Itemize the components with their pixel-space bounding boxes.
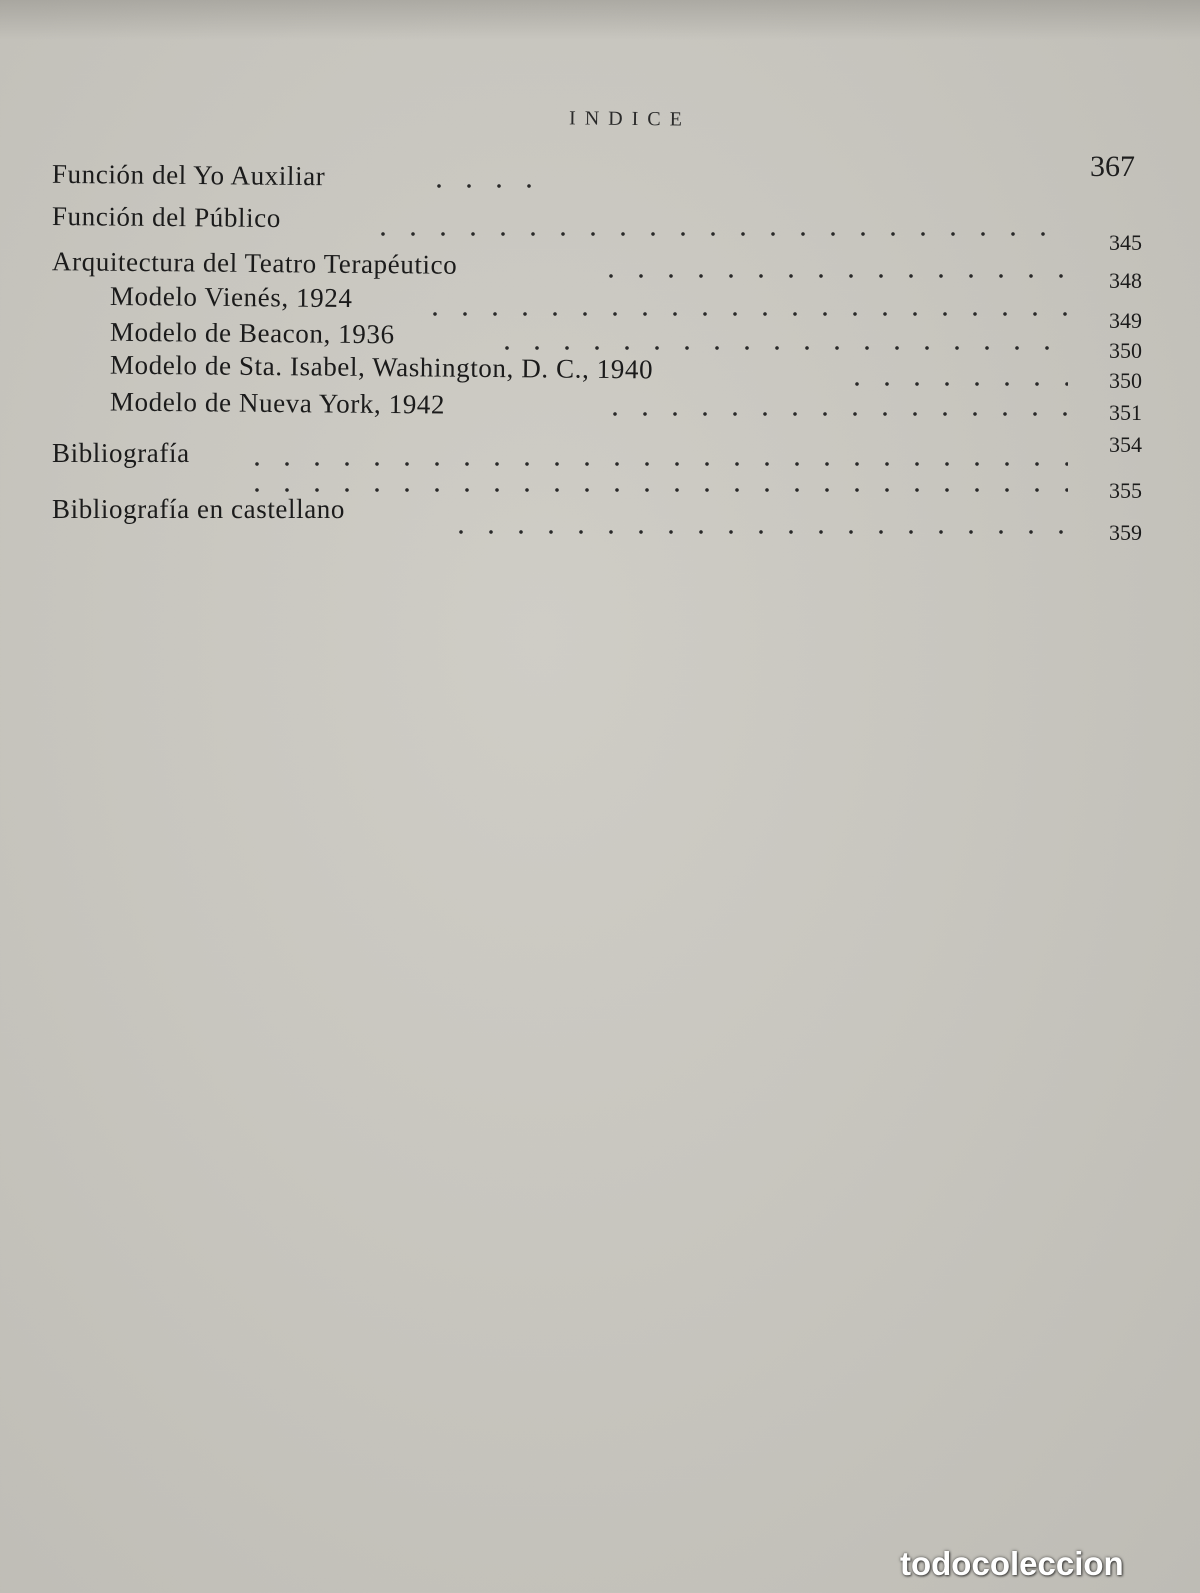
toc-entry-page: 354 xyxy=(1109,432,1142,457)
toc-entry-modelo-beacon xyxy=(52,316,1142,363)
toc-entry-label: Bibliografía xyxy=(52,438,190,468)
watermark-logo: todocoleccion xyxy=(900,1545,1124,1582)
dot-leader xyxy=(596,274,1068,278)
page-edge-shadow xyxy=(0,0,1200,40)
toc-entry-label: Arquitectura del Teatro Terapéutico xyxy=(51,246,458,280)
toc-entry-modelo-nueva-york xyxy=(52,386,1142,425)
dot-leader xyxy=(420,312,1068,316)
toc-entry-funcion-publico xyxy=(51,201,1142,255)
dot-leader xyxy=(242,462,1068,466)
toc-entry-page: 355 xyxy=(1109,478,1142,503)
dot-leader xyxy=(446,530,1068,534)
running-title: INDICE xyxy=(569,107,691,131)
toc-entry-label: Modelo de Nueva York, 1942 xyxy=(109,386,446,420)
dot-leader xyxy=(424,184,544,188)
toc-entry-label: Función del Público xyxy=(51,201,282,233)
toc-entry-funcion-yo-auxiliar xyxy=(52,160,1142,194)
dot-leader xyxy=(600,412,1068,416)
toc-entry-page: 348 xyxy=(1109,268,1142,293)
dot-leader xyxy=(242,488,1068,492)
dot-leader xyxy=(492,346,1068,350)
toc-entry-page: 350 xyxy=(1109,368,1142,393)
toc-entry-arquitectura xyxy=(51,246,1142,293)
toc-entry-page: 350 xyxy=(1109,338,1142,363)
toc-entry-label: Función del Yo Auxiliar xyxy=(51,158,326,192)
toc-entry-label: Modelo Vienés, 1924 xyxy=(109,280,353,314)
toc-entry-bibliografia-castellano xyxy=(52,494,1142,545)
toc-entry-page: 351 xyxy=(1109,400,1142,425)
toc-entry-bibliografia xyxy=(52,432,1142,472)
toc-entry-page: 349 xyxy=(1109,308,1142,333)
toc-entry-page: 359 xyxy=(1109,520,1142,545)
toc-entry-label: Modelo de Sta. Isabel, Washington, D. C., 1940 xyxy=(109,349,654,385)
toc-entry-page: 345 xyxy=(1109,230,1142,255)
toc-entry-label: Bibliografía en castellano xyxy=(52,494,345,524)
toc-entry-modelo-sta-isabel xyxy=(52,349,1142,393)
toc-entry-label: Modelo de Beacon, 1936 xyxy=(109,316,395,350)
dot-leader xyxy=(368,232,1068,236)
page-number: 367 xyxy=(1090,150,1135,183)
dot-leader xyxy=(842,382,1068,386)
